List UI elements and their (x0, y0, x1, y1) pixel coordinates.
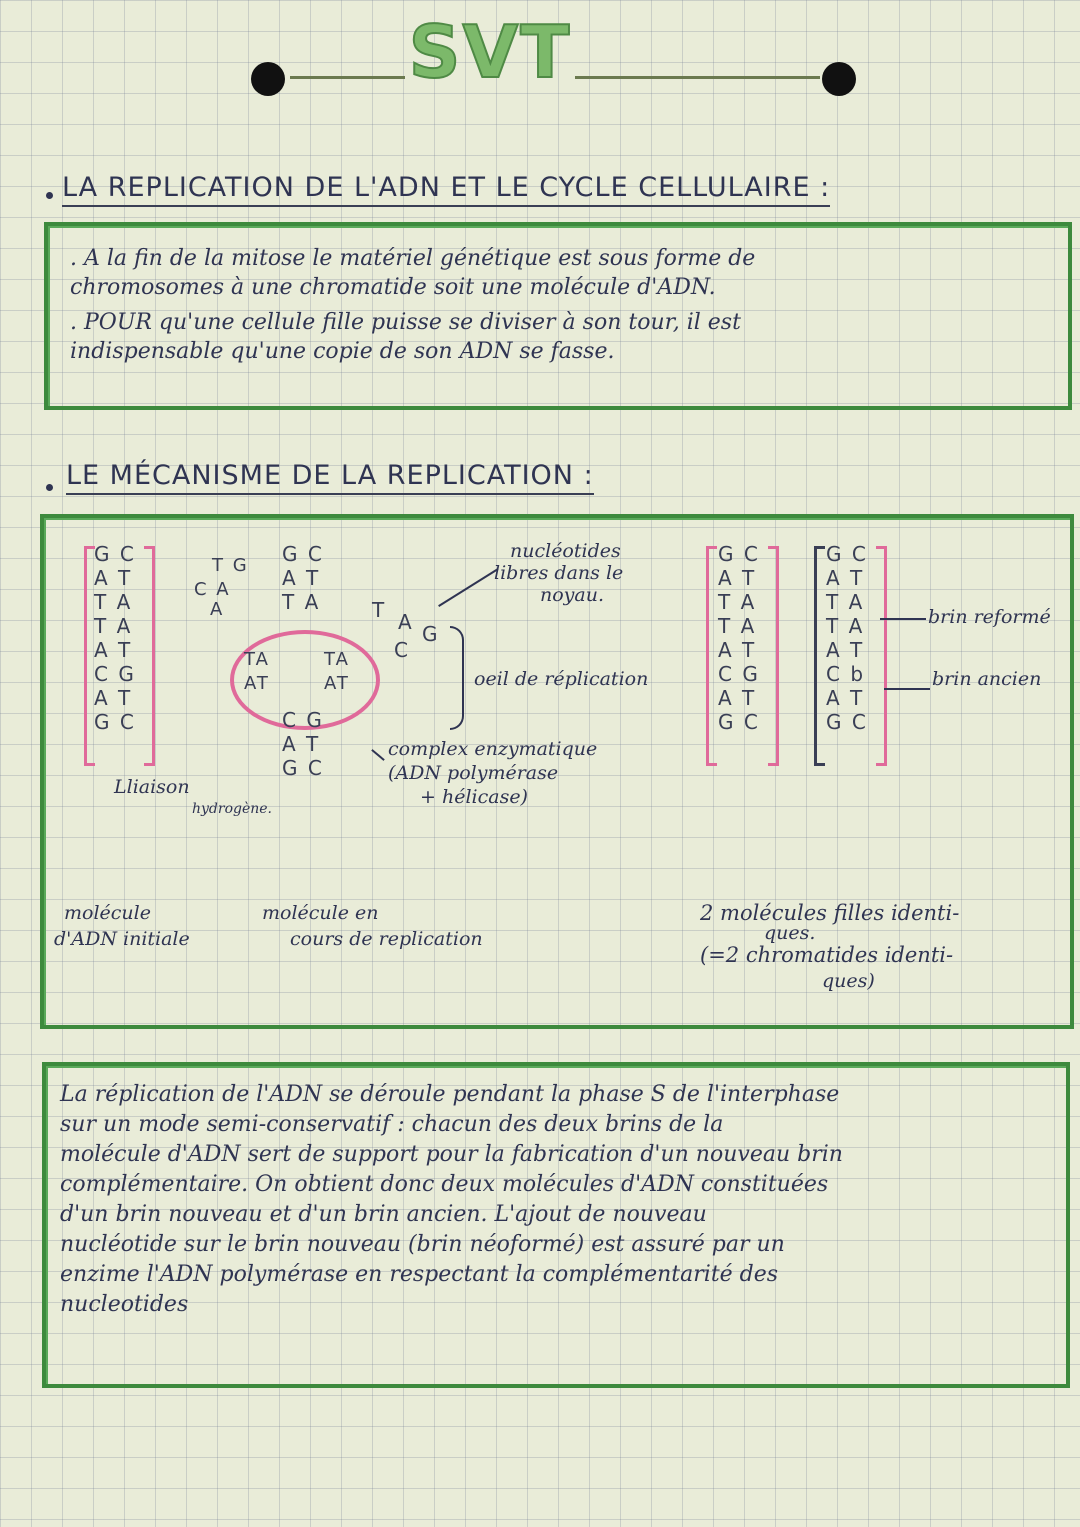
summary-line: enzime l'ADN polymérase en respectant la complémentarité des (60, 1262, 779, 1287)
summary-line: d'un brin nouveau et d'un brin ancien. L'ajout de nouveau (60, 1202, 707, 1227)
daughter1-bracket-left (706, 546, 717, 766)
base-pair: G C (282, 756, 324, 780)
initial-molecule-label: molécule (64, 902, 151, 924)
base-pair: T A (826, 614, 865, 638)
daughter-label: ques) (822, 970, 875, 992)
free-nucleotide: A (398, 610, 414, 634)
base-pair: G C (282, 542, 324, 566)
base-pair: C b (826, 662, 866, 686)
section-heading-replication-cycle: LA REPLICATION DE L'ADN ET LE CYCLE CELLULAIRE : (62, 172, 830, 207)
base-pair: G C (826, 542, 868, 566)
base-pair: A T (282, 732, 321, 756)
bullet (46, 192, 53, 199)
daughter-molecule-1 (718, 542, 760, 734)
liaison-label-2: hydrogène. (192, 801, 273, 817)
daughter-molecule-2 (826, 542, 868, 734)
page-title: SVT (408, 10, 572, 94)
brin-reforme-label: brin reformé (928, 606, 1051, 628)
bubble-left-strand (244, 648, 270, 696)
base-pair: G C (94, 710, 136, 734)
complex-label: (ADN polymérase (388, 762, 559, 784)
base-pair: T A (94, 614, 133, 638)
free-nucleotide: G (422, 622, 440, 646)
title-rule-right (575, 76, 820, 79)
base-pair: G C (94, 542, 136, 566)
base-pair: AT (244, 673, 270, 694)
replicating-top-strand (282, 542, 324, 614)
free-nucleotide: C (394, 638, 410, 662)
base-pair: AT (324, 673, 350, 694)
free-nucleotide: T (372, 598, 387, 622)
base-pair: A T (94, 686, 133, 710)
base-pair: G C (718, 710, 760, 734)
title-rule-left (290, 76, 405, 79)
replicating-molecule-label: cours de replication (290, 928, 483, 950)
oeil-replication-label: oeil de réplication (474, 668, 649, 690)
bullet (46, 484, 53, 491)
base-pair: A T (826, 638, 865, 662)
brin-reforme-pointer (880, 618, 926, 620)
replicating-top-unpaired (194, 554, 249, 622)
daughter-label: ques. (764, 922, 816, 944)
base-pair: C G (718, 662, 760, 686)
binder-hole-left (251, 62, 285, 96)
base-pair: T A (826, 590, 865, 614)
summary-line: nucléotide sur le brin nouveau (brin néoformé) est assuré par un (60, 1232, 785, 1257)
daughter1-bracket-right (768, 546, 779, 766)
section-heading-mechanism: LE MÉCANISME DE LA REPLICATION : (66, 460, 594, 495)
binder-hole-right (822, 62, 856, 96)
unpaired-bases: T G (212, 555, 249, 576)
base-pair: A T (718, 638, 757, 662)
base-pair: C G (94, 662, 136, 686)
daughter2-bracket-right (876, 546, 887, 766)
mechanism-box (40, 514, 1074, 1029)
base-pair: TA (244, 649, 270, 670)
base-pair: T A (282, 590, 321, 614)
base-pair: T A (94, 590, 133, 614)
intro-line: indispensable qu'une copie de son ADN se fasse. (70, 339, 615, 364)
base-pair: T A (718, 614, 757, 638)
liaison-label: Lliaison (114, 776, 190, 798)
brin-ancien-label: brin ancien (932, 668, 1042, 690)
replicating-bottom-strand (282, 708, 324, 780)
unpaired-bases: C A (194, 579, 231, 600)
summary-line: La réplication de l'ADN se déroule pendant la phase S de l'interphase (60, 1082, 840, 1107)
nucleotides-label: nucléotides (510, 540, 621, 562)
intro-line: chromosomes à une chromatide soit une molécule d'ADN. (70, 275, 716, 300)
complex-pointer (371, 749, 385, 761)
base-pair: A T (282, 566, 321, 590)
initial-dna-strand (94, 542, 136, 734)
summary-box (42, 1062, 1070, 1388)
initial-strand-bracket-right (144, 546, 155, 766)
unpaired-bases: A (210, 599, 225, 620)
base-pair: G C (718, 542, 760, 566)
intro-line: . A la fin de la mitose le matériel génétique est sous forme de (70, 246, 756, 271)
base-pair: T A (718, 590, 757, 614)
summary-line: complémentaire. On obtient donc deux molécules d'ADN constituées (60, 1172, 829, 1197)
daughter-label: 2 molécules filles identi- (700, 901, 960, 925)
complex-label: + hélicase) (420, 786, 528, 808)
base-pair: C G (282, 708, 324, 732)
base-pair: A T (94, 638, 133, 662)
complex-label: complex enzymatique (388, 738, 598, 760)
base-pair: A T (94, 566, 133, 590)
replicating-molecule-label: molécule en (262, 902, 379, 924)
base-pair: A T (718, 686, 757, 710)
daughter-label: (=2 chromatides identi- (700, 943, 954, 967)
initial-molecule-label: d'ADN initiale (54, 928, 190, 950)
nucleotides-label: noyau. (540, 584, 605, 606)
base-pair: A T (826, 566, 865, 590)
base-pair: G C (826, 710, 868, 734)
base-pair: TA (324, 649, 350, 670)
intro-box (44, 222, 1072, 410)
summary-line: nucleotides (60, 1292, 189, 1317)
nucleotides-pointer-line (438, 568, 498, 607)
summary-line: molécule d'ADN sert de support pour la fabrication d'un nouveau brin (60, 1142, 843, 1167)
intro-line: . POUR qu'une cellule fille puisse se diviser à son tour, il est (70, 310, 741, 335)
base-pair: A T (826, 686, 865, 710)
oeil-brace (450, 626, 464, 730)
brin-ancien-pointer (884, 688, 930, 690)
daughter2-bracket-left (814, 546, 825, 766)
summary-line: sur un mode semi-conservatif : chacun des deux brins de la (60, 1112, 724, 1137)
bubble-right-strand (324, 648, 350, 696)
base-pair: A T (718, 566, 757, 590)
nucleotides-label: libres dans le (494, 562, 624, 584)
